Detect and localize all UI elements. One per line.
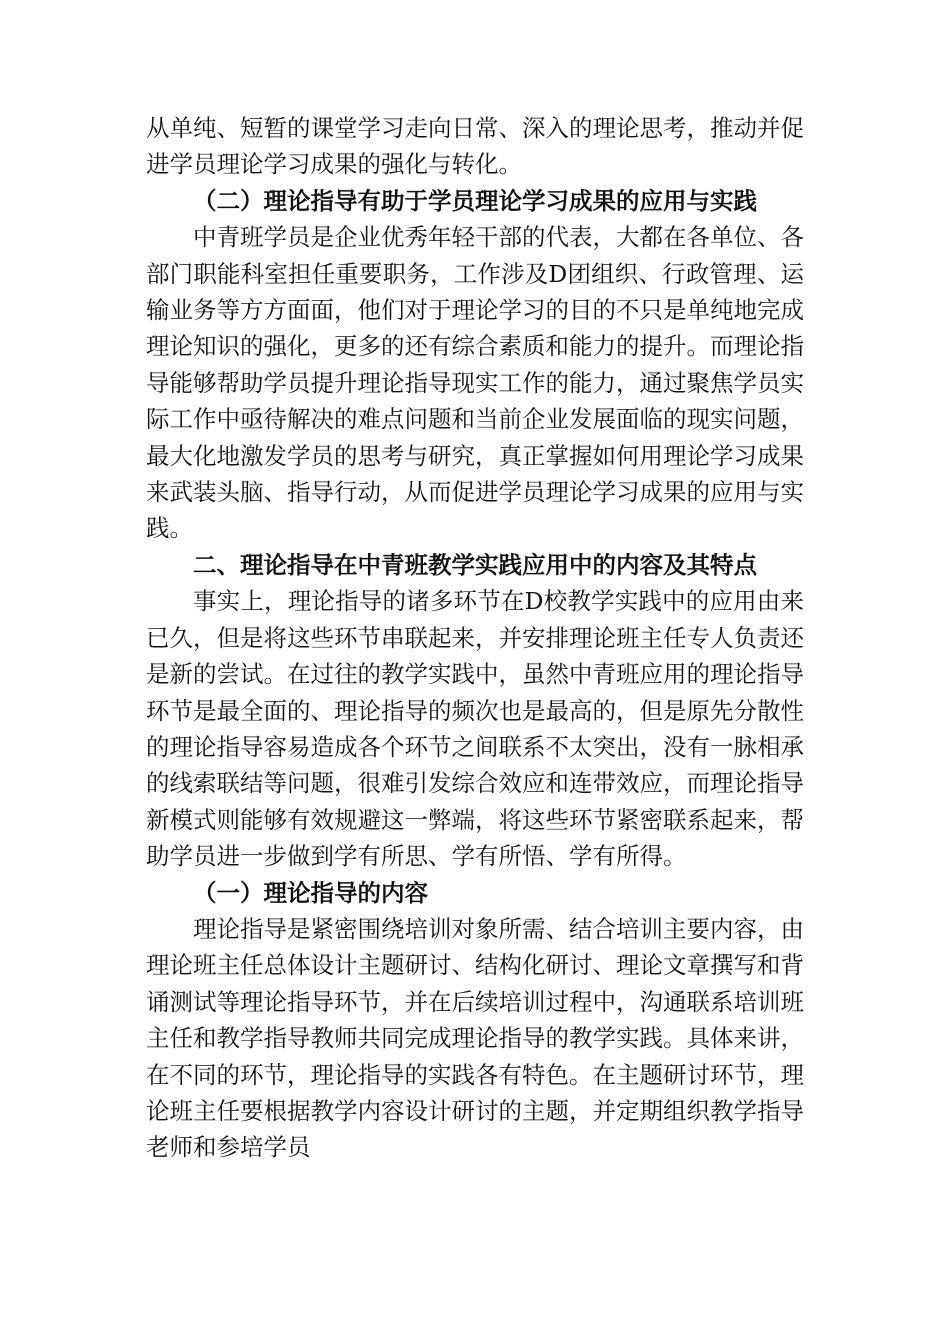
subheading-2: （二）理论指导有助于学员理论学习成果的应用与实践 <box>193 186 757 215</box>
paragraph-body: 事实上，理论指导的诸多环节在D校教学实践中的应用由来已久，但是将这些环节串联起来，并安排理论班主任专人负责还是新的尝试。在过往的教学实践中，虽然中青班应用的理论指导环节是最全面的、理论指导的频次也是最高的，但是原先分散性的理论指导容易造成各个环节之间联系不太突出，没有一脉相承的线索联结等问题，很难引发综合效应和连带效应，而理论指导新模式则能够有效规避这一弊端，将这些环节紧密联系起来，帮助学员进一步做到学有所思、学有所悟、学有所得。 <box>146 587 804 871</box>
paragraph-body: 理论指导是紧密围绕培训对象所需、结合培训主要内容，由理论班主任总体设计主题研讨、结构化研讨、理论文章撰写和背诵测试等理论指导环节，并在后续培训过程中，沟通联系培训班主任和教学指导教师共同完成理论指导的教学实践。具体来讲，在不同的环节，理论指导的实践各有特色。在主题研讨环节，理论班主任要根据教学内容设计研讨的主题，并定期组织教学指导老师和参培学员 <box>146 914 804 1162</box>
section-heading-2: 二、理论指导在中青班教学实践应用中的内容及其特点 <box>193 550 757 579</box>
paragraph-continued: 从单纯、短暂的课堂学习走向日常、深入的理论思考，推动并促进学员理论学习成果的强化与转化。 <box>146 114 804 179</box>
document-page <box>146 110 804 1166</box>
paragraph-body: 中青班学员是企业优秀年轻干部的代表，大都在各单位、各部门职能科室担任重要职务，工作涉及D团组织、行政管理、运输业务等方方面面，他们对于理论学习的目的不只是单纯地完成理论知识的强化，更多的还有综合素质和能力的提升。而理论指导能够帮助学员提升理论指导现实工作的能力，通过聚焦学员实际工作中亟待解决的难点问题和当前企业发展面临的现实问题，最大化地激发学员的思考与研究，真正掌握如何用理论学习成果来武装头脑、指导行动，从而促进学员理论学习成果的应用与实践。 <box>146 223 804 543</box>
subheading-1: （一）理论指导的内容 <box>193 878 428 907</box>
